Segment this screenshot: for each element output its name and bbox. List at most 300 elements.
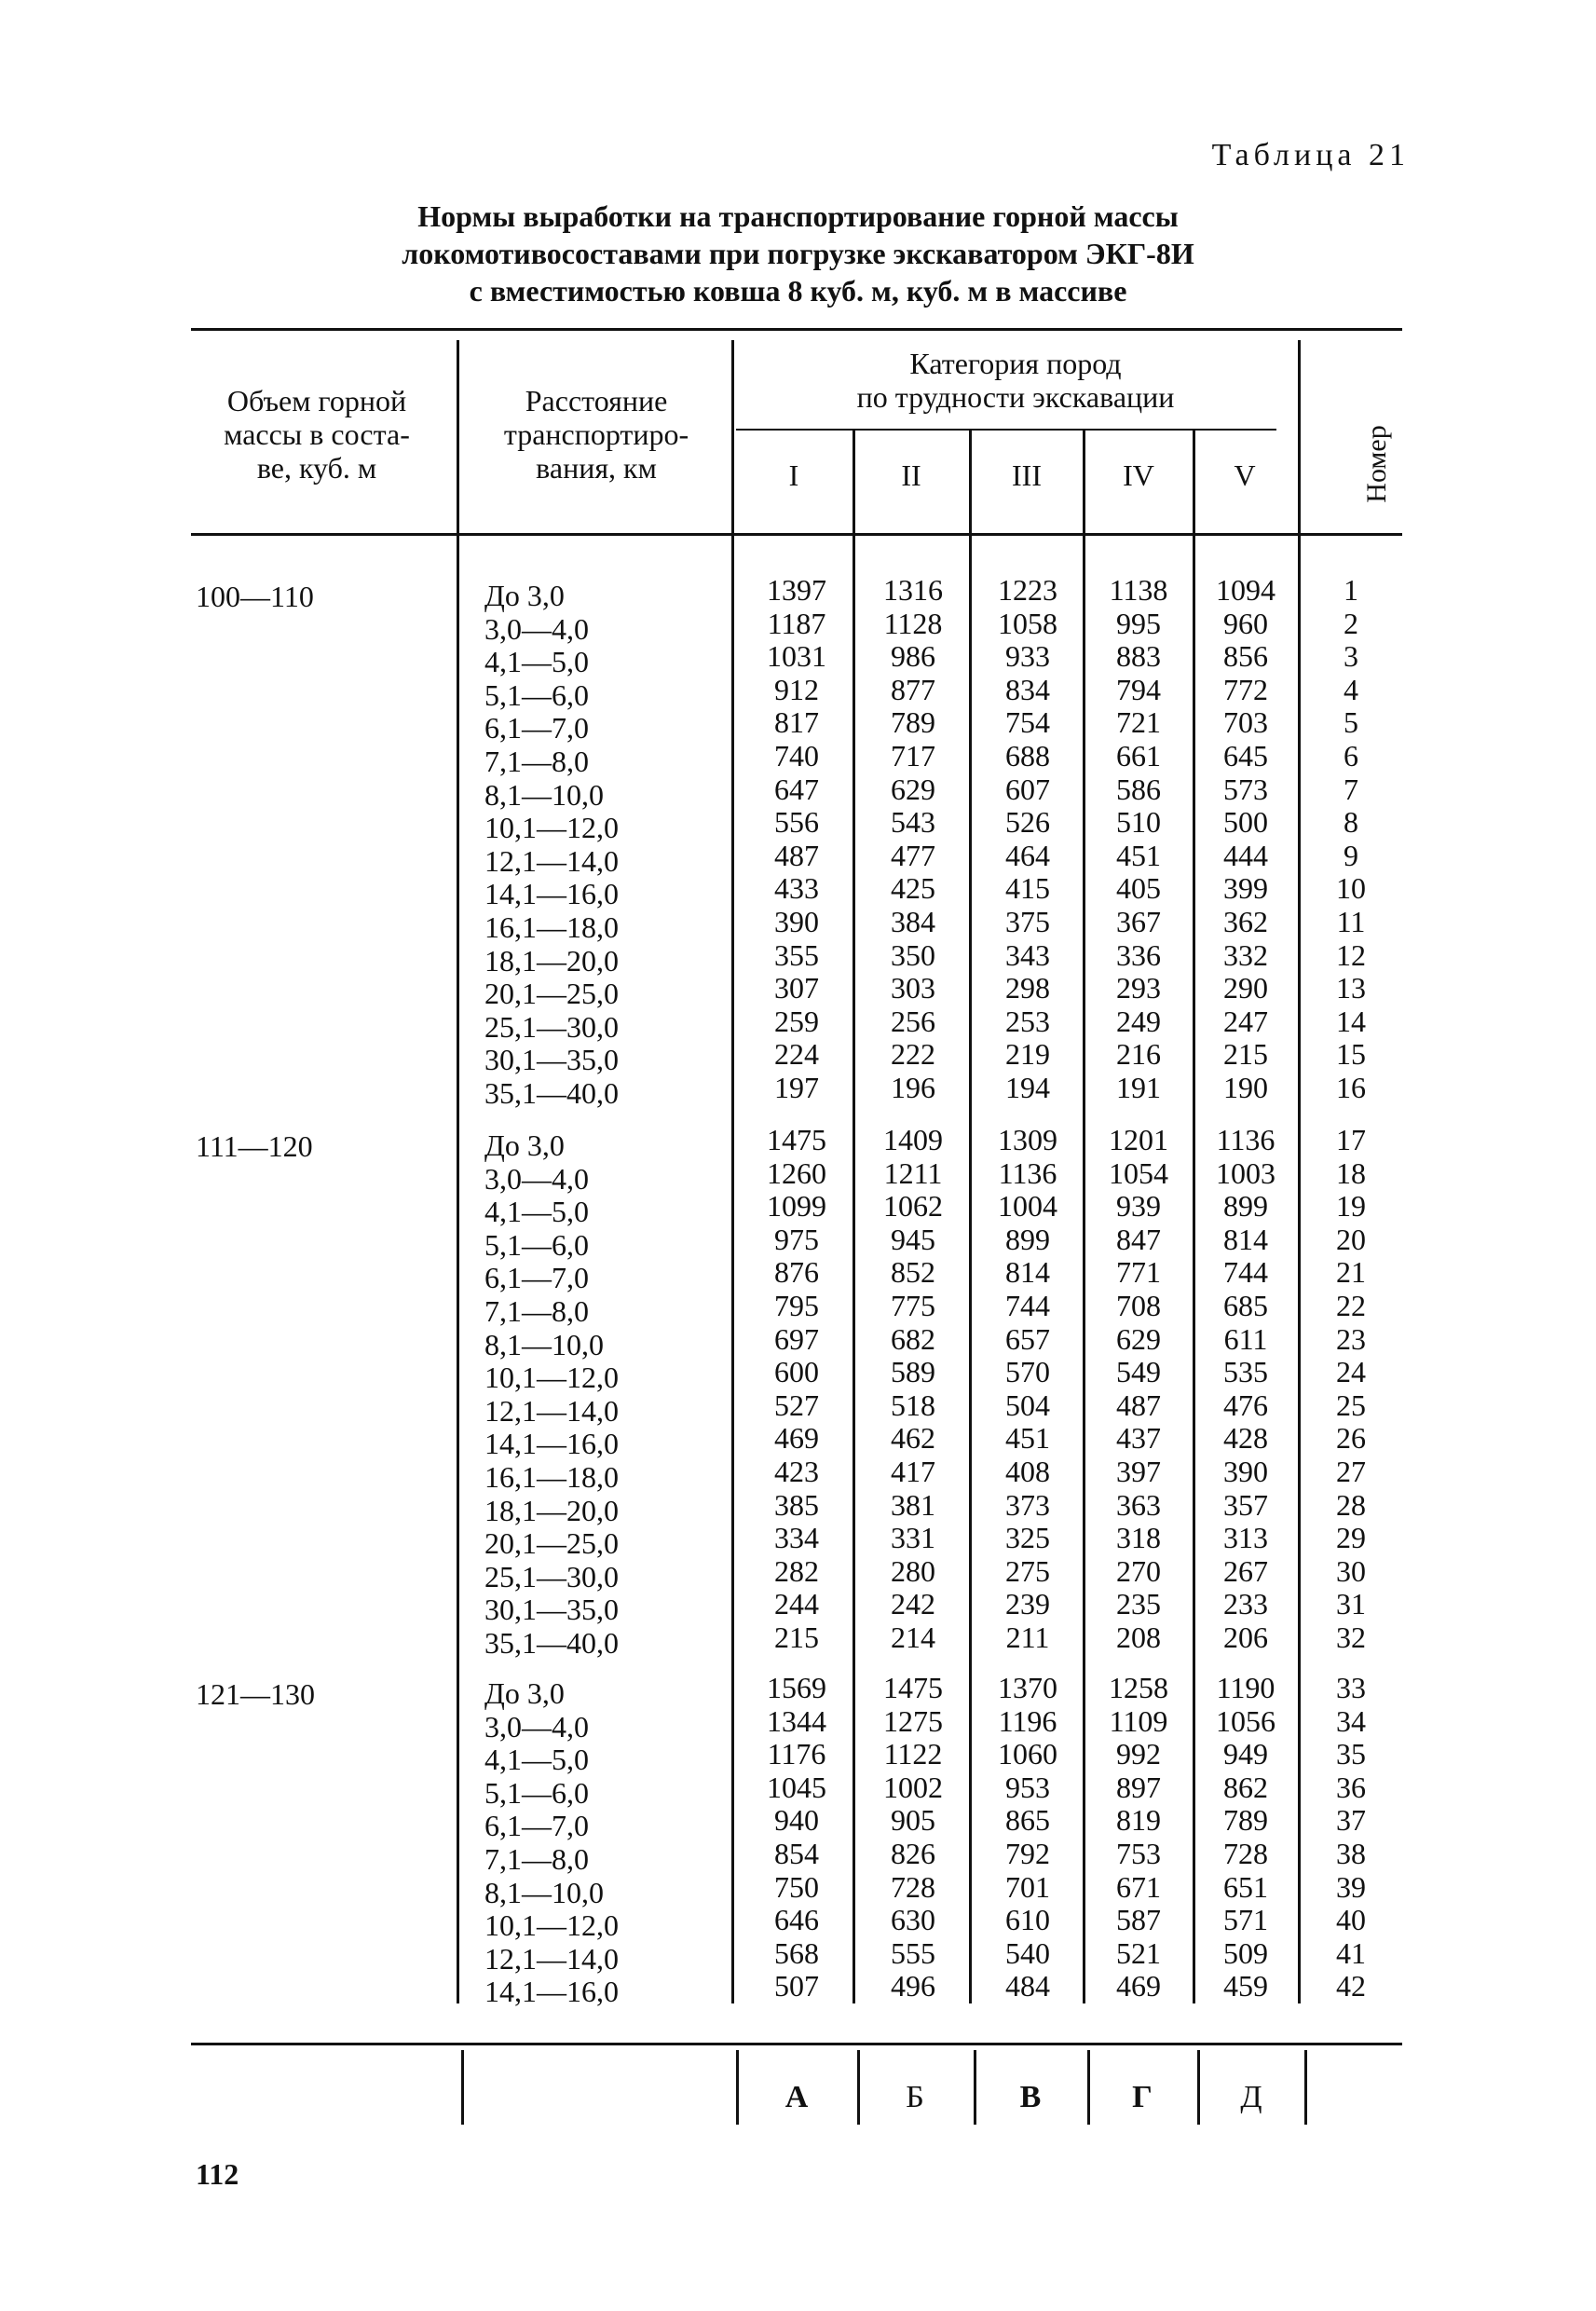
table-cell: 1 bbox=[1344, 573, 1358, 607]
table-cell: 290 bbox=[1223, 971, 1268, 1005]
table-cell: 568 bbox=[774, 1935, 819, 1970]
table-cell: 708 bbox=[1116, 1288, 1161, 1322]
table-cell: 3,0—4,0 bbox=[484, 1161, 589, 1196]
table-cell: 215 bbox=[1223, 1037, 1268, 1072]
footer-letter-d: Д bbox=[1240, 2080, 1262, 2114]
table-cell: 1187 bbox=[767, 606, 826, 640]
table-cell: 6,1—7,0 bbox=[484, 1261, 589, 1295]
header-category bbox=[736, 347, 1295, 414]
table-cell: 701 bbox=[1005, 1869, 1050, 1904]
table-cell: 9 bbox=[1344, 838, 1358, 872]
table-cell: 939 bbox=[1116, 1189, 1161, 1224]
group-volume: 100—110 bbox=[196, 580, 314, 613]
table-cell: До 3,0 bbox=[484, 1128, 565, 1162]
table-cell: 940 bbox=[774, 1803, 819, 1838]
table-cell: 521 bbox=[1116, 1935, 1161, 1970]
footer-divider bbox=[736, 2050, 739, 2125]
table-cell: 355 bbox=[774, 937, 819, 972]
table-cell: 1136 bbox=[998, 1156, 1057, 1190]
table-cell: 417 bbox=[891, 1454, 935, 1488]
title-line: Нормы выработки на транспортирование горной массы bbox=[417, 199, 1179, 233]
table-cell: 945 bbox=[891, 1222, 935, 1256]
table-cell: 14,1—16,0 bbox=[484, 1427, 619, 1461]
category-iv-column bbox=[1083, 574, 1194, 1105]
table-cell: 847 bbox=[1116, 1222, 1161, 1256]
header-bottom-rule bbox=[191, 533, 1402, 536]
category-iii: III bbox=[1012, 458, 1042, 492]
table-cell: 645 bbox=[1223, 738, 1268, 773]
table-cell: 451 bbox=[1116, 838, 1161, 872]
table-cell: 256 bbox=[891, 1004, 935, 1038]
table-cell: 8,1—10,0 bbox=[484, 1327, 604, 1361]
table-cell: 39 bbox=[1336, 1869, 1366, 1904]
table-cell: 4,1—5,0 bbox=[484, 1743, 589, 1777]
table-cell: 535 bbox=[1223, 1355, 1268, 1389]
table-cell: 307 bbox=[774, 971, 819, 1005]
table-cell: 2 bbox=[1344, 606, 1358, 640]
distance-column bbox=[484, 580, 736, 1111]
table-cell: 6,1—7,0 bbox=[484, 1809, 589, 1843]
table-cell: 6,1—7,0 bbox=[484, 711, 589, 745]
table-cell: 15 bbox=[1336, 1037, 1366, 1072]
table-cell: 728 bbox=[1223, 1836, 1268, 1870]
number-column bbox=[1304, 1124, 1398, 1655]
table-cell: 1004 bbox=[998, 1189, 1057, 1224]
table-cell: 4,1—5,0 bbox=[484, 645, 589, 679]
table-cell: 233 bbox=[1223, 1587, 1268, 1621]
header-category-line: Категория пород bbox=[909, 347, 1122, 380]
table-cell: 477 bbox=[891, 838, 935, 872]
table-cell: 334 bbox=[774, 1521, 819, 1555]
table-cell: 14,1—16,0 bbox=[484, 877, 619, 911]
category-iii-column bbox=[972, 1672, 1084, 2003]
table-cell: 487 bbox=[1116, 1388, 1161, 1422]
table-cell: 282 bbox=[774, 1553, 819, 1588]
table-cell: 343 bbox=[1005, 937, 1050, 972]
table-cell: 235 bbox=[1116, 1587, 1161, 1621]
table-cell: 953 bbox=[1005, 1770, 1050, 1804]
table-cell: 721 bbox=[1116, 705, 1161, 740]
table-cell: 35 bbox=[1336, 1737, 1366, 1771]
table-cell: 19 bbox=[1336, 1189, 1366, 1224]
footer-divider bbox=[461, 2050, 464, 2125]
header-distance-line: транспортиро- bbox=[503, 417, 689, 451]
table-cell: 717 bbox=[891, 738, 935, 773]
table-cell: 607 bbox=[1005, 772, 1050, 806]
table-cell: 657 bbox=[1005, 1321, 1050, 1356]
table-cell: 444 bbox=[1223, 838, 1268, 872]
table-cell: 1056 bbox=[1216, 1703, 1275, 1738]
table-cell: 14,1—16,0 bbox=[484, 1975, 619, 2009]
table-cell: 408 bbox=[1005, 1454, 1050, 1488]
table-cell: 208 bbox=[1116, 1620, 1161, 1654]
table-cell: 834 bbox=[1005, 672, 1050, 706]
table-cell: 754 bbox=[1005, 705, 1050, 740]
table-cell: 239 bbox=[1005, 1587, 1050, 1621]
table-cell: 703 bbox=[1223, 705, 1268, 740]
category-iv-column bbox=[1083, 1124, 1194, 1655]
table-cell: 26 bbox=[1336, 1421, 1366, 1456]
table-cell: 362 bbox=[1223, 904, 1268, 938]
table-cell: 242 bbox=[891, 1587, 935, 1621]
table-cell: 728 bbox=[891, 1869, 935, 1904]
table-cell: 1099 bbox=[767, 1189, 826, 1224]
table-cell: 8 bbox=[1344, 805, 1358, 840]
table-cell: 518 bbox=[891, 1388, 935, 1422]
table-cell: 357 bbox=[1223, 1487, 1268, 1522]
table-cell: 933 bbox=[1005, 639, 1050, 674]
table-cell: 10,1—12,0 bbox=[484, 1908, 619, 1943]
table-cell: 24 bbox=[1336, 1355, 1366, 1389]
table-cell: 1260 bbox=[767, 1156, 826, 1190]
table-cell: 1058 bbox=[998, 606, 1057, 640]
table-cell: 12 bbox=[1336, 937, 1366, 972]
table-cell: 500 bbox=[1223, 805, 1268, 840]
table-cell: 854 bbox=[774, 1836, 819, 1870]
table-cell: 753 bbox=[1116, 1836, 1161, 1870]
table-cell: 336 bbox=[1116, 937, 1161, 972]
table-cell: 905 bbox=[891, 1803, 935, 1838]
table-cell: 35,1—40,0 bbox=[484, 1075, 619, 1110]
table-cell: 507 bbox=[774, 1969, 819, 2003]
table-cell: 42 bbox=[1336, 1969, 1366, 2003]
table-cell: 647 bbox=[774, 772, 819, 806]
table-cell: 589 bbox=[891, 1355, 935, 1389]
category-i-column bbox=[741, 1124, 853, 1655]
table-cell: 405 bbox=[1116, 871, 1161, 906]
table-cell: 629 bbox=[891, 772, 935, 806]
table-cell: 17 bbox=[1336, 1123, 1366, 1156]
table-cell: 12,1—14,0 bbox=[484, 843, 619, 878]
table-cell: 20 bbox=[1336, 1222, 1366, 1256]
table-cell: 995 bbox=[1116, 606, 1161, 640]
table-cell: 671 bbox=[1116, 1869, 1161, 1904]
table-cell: 275 bbox=[1005, 1553, 1050, 1588]
table-cell: 912 bbox=[774, 672, 819, 706]
table-cell: 897 bbox=[1116, 1770, 1161, 1804]
table-cell: 10 bbox=[1336, 871, 1366, 906]
table-cell: 1275 bbox=[883, 1703, 943, 1738]
table-cell: 7,1—8,0 bbox=[484, 1293, 589, 1328]
table-cell: 23 bbox=[1336, 1321, 1366, 1356]
table-cell: 397 bbox=[1116, 1454, 1161, 1488]
title-line: с вместимостью ковша 8 куб. м, куб. м в массиве bbox=[469, 274, 1127, 308]
table-cell: 5 bbox=[1344, 705, 1358, 740]
table-cell: 215 bbox=[774, 1620, 819, 1654]
table-cell: 211 bbox=[1005, 1620, 1050, 1654]
table-cell: 37 bbox=[1336, 1803, 1366, 1838]
table-cell: 1409 bbox=[883, 1123, 943, 1156]
table-cell: 224 bbox=[774, 1037, 819, 1072]
table-cell: 1003 bbox=[1216, 1156, 1275, 1190]
header-category-line: по трудности экскавации bbox=[856, 380, 1175, 414]
table-cell: 259 bbox=[774, 1004, 819, 1038]
table-cell: 34 bbox=[1336, 1703, 1366, 1738]
table-cell: 469 bbox=[774, 1421, 819, 1456]
table-cell: 587 bbox=[1116, 1903, 1161, 1937]
table-cell: 196 bbox=[891, 1070, 935, 1104]
table-cell: 253 bbox=[1005, 1004, 1050, 1038]
table-cell: 4,1—5,0 bbox=[484, 1195, 589, 1229]
table-cell: 856 bbox=[1223, 639, 1268, 674]
table-cell: 216 bbox=[1116, 1037, 1161, 1072]
table-cell: 750 bbox=[774, 1869, 819, 1904]
table-cell: 13 bbox=[1336, 971, 1366, 1005]
footer-letter-v: В bbox=[1019, 2080, 1042, 2114]
category-i-column bbox=[741, 1672, 853, 2003]
category-ii: II bbox=[901, 458, 921, 492]
table-cell: 688 bbox=[1005, 738, 1050, 773]
table-cell: 549 bbox=[1116, 1355, 1161, 1389]
header-volume bbox=[186, 384, 447, 485]
table-cell: 280 bbox=[891, 1553, 935, 1588]
table-cell: 27 bbox=[1336, 1454, 1366, 1488]
table-cell: 32 bbox=[1336, 1620, 1366, 1654]
table-cell: 1054 bbox=[1109, 1156, 1168, 1190]
category-ii-column bbox=[857, 1672, 969, 2003]
table-cell: 1045 bbox=[767, 1770, 826, 1804]
table-cell: 206 bbox=[1223, 1620, 1268, 1654]
table-cell: 28 bbox=[1336, 1487, 1366, 1522]
table-cell: 1201 bbox=[1109, 1123, 1168, 1156]
table-cell: 586 bbox=[1116, 772, 1161, 806]
table-cell: 222 bbox=[891, 1037, 935, 1072]
table-cell: 504 bbox=[1005, 1388, 1050, 1422]
category-i-column bbox=[741, 574, 853, 1105]
header-volume-line: Объем горной bbox=[226, 384, 407, 417]
category-ii-column bbox=[857, 574, 969, 1105]
category-v-column bbox=[1190, 574, 1302, 1105]
table-cell: 350 bbox=[891, 937, 935, 972]
table-cell: 8,1—10,0 bbox=[484, 777, 604, 812]
table-cell: 390 bbox=[774, 904, 819, 938]
table-cell: 318 bbox=[1116, 1521, 1161, 1555]
table-cell: 190 bbox=[1223, 1070, 1268, 1104]
category-v-column bbox=[1190, 1672, 1302, 2003]
header-distance-line: вания, км bbox=[536, 451, 657, 485]
table-cell: 789 bbox=[1223, 1803, 1268, 1838]
table-cell: 772 bbox=[1223, 672, 1268, 706]
table-cell: 428 bbox=[1223, 1421, 1268, 1456]
table-cell: 14 bbox=[1336, 1004, 1366, 1038]
category-i: I bbox=[788, 458, 799, 492]
table-cell: 8,1—10,0 bbox=[484, 1875, 604, 1909]
table-cell: 38 bbox=[1336, 1836, 1366, 1870]
table-cell: 509 bbox=[1223, 1935, 1268, 1970]
table-title bbox=[0, 198, 1596, 309]
table-cell: 437 bbox=[1116, 1421, 1161, 1456]
table-cell: 41 bbox=[1336, 1935, 1366, 1970]
table-cell: 219 bbox=[1005, 1037, 1050, 1072]
table-cell: 40 bbox=[1336, 1903, 1366, 1937]
table-cell: 18,1—20,0 bbox=[484, 943, 619, 978]
table-cell: 293 bbox=[1116, 971, 1161, 1005]
table-cell: 1569 bbox=[767, 1671, 826, 1704]
table-cell: 451 bbox=[1005, 1421, 1050, 1456]
table-cell: 7 bbox=[1344, 772, 1358, 806]
header-volume-line: массы в соста- bbox=[224, 417, 410, 451]
table-cell: 630 bbox=[891, 1903, 935, 1937]
table-cell: 611 bbox=[1223, 1321, 1268, 1356]
table-cell: 10,1—12,0 bbox=[484, 811, 619, 845]
header-number bbox=[1349, 417, 1405, 511]
table-cell: 1109 bbox=[1109, 1703, 1168, 1738]
table-cell: 570 bbox=[1005, 1355, 1050, 1389]
table-cell: 433 bbox=[774, 871, 819, 906]
table-cell: 876 bbox=[774, 1255, 819, 1290]
table-cell: 25 bbox=[1336, 1388, 1366, 1422]
table-cell: 270 bbox=[1116, 1553, 1161, 1588]
table-cell: 384 bbox=[891, 904, 935, 938]
category-ii-column bbox=[857, 1124, 969, 1655]
table-cell: 298 bbox=[1005, 971, 1050, 1005]
table-cell: 1258 bbox=[1109, 1671, 1168, 1704]
table-cell: 744 bbox=[1223, 1255, 1268, 1290]
table-cell: 1136 bbox=[1216, 1123, 1275, 1156]
table-cell: 30 bbox=[1336, 1553, 1366, 1588]
table-cell: 331 bbox=[891, 1521, 935, 1555]
table-cell: 3,0—4,0 bbox=[484, 611, 589, 646]
table-cell: 20,1—25,0 bbox=[484, 1526, 619, 1561]
table-cell: 792 bbox=[1005, 1836, 1050, 1870]
table-cell: 464 bbox=[1005, 838, 1050, 872]
table-cell: 992 bbox=[1116, 1737, 1161, 1771]
table-cell: 610 bbox=[1005, 1903, 1050, 1937]
table-cell: 1475 bbox=[767, 1123, 826, 1156]
table-cell: 775 bbox=[891, 1288, 935, 1322]
table-cell: 191 bbox=[1116, 1070, 1161, 1104]
category-v-column bbox=[1190, 1124, 1302, 1655]
table-cell: 819 bbox=[1116, 1803, 1161, 1838]
table-cell: 12,1—14,0 bbox=[484, 1941, 619, 1976]
table-cell: До 3,0 bbox=[484, 1676, 565, 1710]
table-cell: 651 bbox=[1223, 1869, 1268, 1904]
number-column bbox=[1304, 1672, 1398, 2003]
table-cell: 771 bbox=[1116, 1255, 1161, 1290]
table-cell: 6 bbox=[1344, 738, 1358, 773]
table-cell: 11 bbox=[1336, 904, 1366, 938]
table-cell: 16,1—18,0 bbox=[484, 1459, 619, 1494]
table-cell: 4 bbox=[1344, 672, 1358, 706]
table-cell: 476 bbox=[1223, 1388, 1268, 1422]
table-cell: 390 bbox=[1223, 1454, 1268, 1488]
table-cell: 899 bbox=[1223, 1189, 1268, 1224]
table-cell: 22 bbox=[1336, 1288, 1366, 1322]
table-cell: 249 bbox=[1116, 1004, 1161, 1038]
table-cell: 214 bbox=[891, 1620, 935, 1654]
table-cell: 313 bbox=[1223, 1521, 1268, 1555]
table-cell: 1344 bbox=[767, 1703, 826, 1738]
table-cell: 18 bbox=[1336, 1156, 1366, 1190]
table-cell: 5,1—6,0 bbox=[484, 1227, 589, 1262]
table-cell: 29 bbox=[1336, 1521, 1366, 1555]
category-iv-column bbox=[1083, 1672, 1194, 2003]
table-cell: 194 bbox=[1005, 1070, 1050, 1104]
table-cell: 30,1—35,0 bbox=[484, 1043, 619, 1077]
table-cell: 385 bbox=[774, 1487, 819, 1522]
category-iii-column bbox=[972, 574, 1084, 1105]
footer-letter-a: А bbox=[784, 2080, 809, 2114]
distance-column bbox=[484, 1677, 736, 2009]
table-cell: 571 bbox=[1223, 1903, 1268, 1937]
table-cell: 399 bbox=[1223, 871, 1268, 906]
table-cell: 527 bbox=[774, 1388, 819, 1422]
table-cell: 862 bbox=[1223, 1770, 1268, 1804]
table-cell: 363 bbox=[1116, 1487, 1161, 1522]
group-volume: 121—130 bbox=[196, 1677, 315, 1711]
table-cell: 18,1—20,0 bbox=[484, 1493, 619, 1527]
table-cell: 10,1—12,0 bbox=[484, 1361, 619, 1395]
table-cell: 899 bbox=[1005, 1222, 1050, 1256]
table-cell: 3 bbox=[1344, 639, 1358, 674]
table-cell: 826 bbox=[891, 1836, 935, 1870]
table-cell: 25,1—30,0 bbox=[484, 1559, 619, 1593]
table-cell: 986 bbox=[891, 639, 935, 674]
table-cell: 484 bbox=[1005, 1969, 1050, 2003]
table-cell: 510 bbox=[1116, 805, 1161, 840]
table-cell: 556 bbox=[774, 805, 819, 840]
table-cell: 794 bbox=[1116, 672, 1161, 706]
table-cell: 332 bbox=[1223, 937, 1268, 972]
category-rule bbox=[736, 429, 1276, 431]
table-cell: 1031 bbox=[767, 639, 826, 674]
table-cell: 883 bbox=[1116, 639, 1161, 674]
table-cell: 244 bbox=[774, 1587, 819, 1621]
table-top-rule bbox=[191, 328, 1402, 331]
table-cell: 267 bbox=[1223, 1553, 1268, 1588]
table-cell: 865 bbox=[1005, 1803, 1050, 1838]
category-v: V bbox=[1234, 458, 1256, 492]
table-cell: 789 bbox=[891, 705, 935, 740]
divider-c1 bbox=[853, 431, 855, 2003]
table-cell: 1370 bbox=[998, 1671, 1057, 1704]
table-cell: 381 bbox=[891, 1487, 935, 1522]
table-cell: 35,1—40,0 bbox=[484, 1625, 619, 1660]
table-cell: 21 bbox=[1336, 1255, 1366, 1290]
table-cell: 1128 bbox=[883, 606, 943, 640]
table-cell: 1002 bbox=[883, 1770, 943, 1804]
table-cell: 1094 bbox=[1216, 573, 1275, 607]
table-cell: 31 bbox=[1336, 1587, 1366, 1621]
table-cell: 325 bbox=[1005, 1521, 1050, 1555]
table-cell: 25,1—30,0 bbox=[484, 1009, 619, 1044]
table-cell: 1138 bbox=[1109, 573, 1168, 607]
table-cell: 197 bbox=[774, 1070, 819, 1104]
footer-letter-b: Б bbox=[906, 2080, 924, 2114]
table-cell: До 3,0 bbox=[484, 579, 565, 612]
table-cell: 30,1—35,0 bbox=[484, 1593, 619, 1627]
table-cell: 12,1—14,0 bbox=[484, 1393, 619, 1428]
table-cell: 817 bbox=[774, 705, 819, 740]
table-cell: 7,1—8,0 bbox=[484, 1841, 589, 1876]
group-volume: 111—120 bbox=[196, 1129, 313, 1163]
distance-column bbox=[484, 1129, 736, 1661]
table-cell: 573 bbox=[1223, 772, 1268, 806]
header-volume-line: ве, куб. м bbox=[256, 451, 377, 485]
table-cell: 16,1—18,0 bbox=[484, 909, 619, 944]
table-cell: 543 bbox=[891, 805, 935, 840]
title-line: локомотивосоставами при погрузке экскаватором ЭКГ-8И bbox=[402, 237, 1194, 270]
table-cell: 600 bbox=[774, 1355, 819, 1389]
table-cell: 5,1—6,0 bbox=[484, 1775, 589, 1810]
table-cell: 1309 bbox=[998, 1123, 1057, 1156]
table-cell: 247 bbox=[1223, 1004, 1268, 1038]
table-cell: 462 bbox=[891, 1421, 935, 1456]
table-cell: 975 bbox=[774, 1222, 819, 1256]
table-cell: 1062 bbox=[883, 1189, 943, 1224]
table-cell: 36 bbox=[1336, 1770, 1366, 1804]
table-cell: 526 bbox=[1005, 805, 1050, 840]
